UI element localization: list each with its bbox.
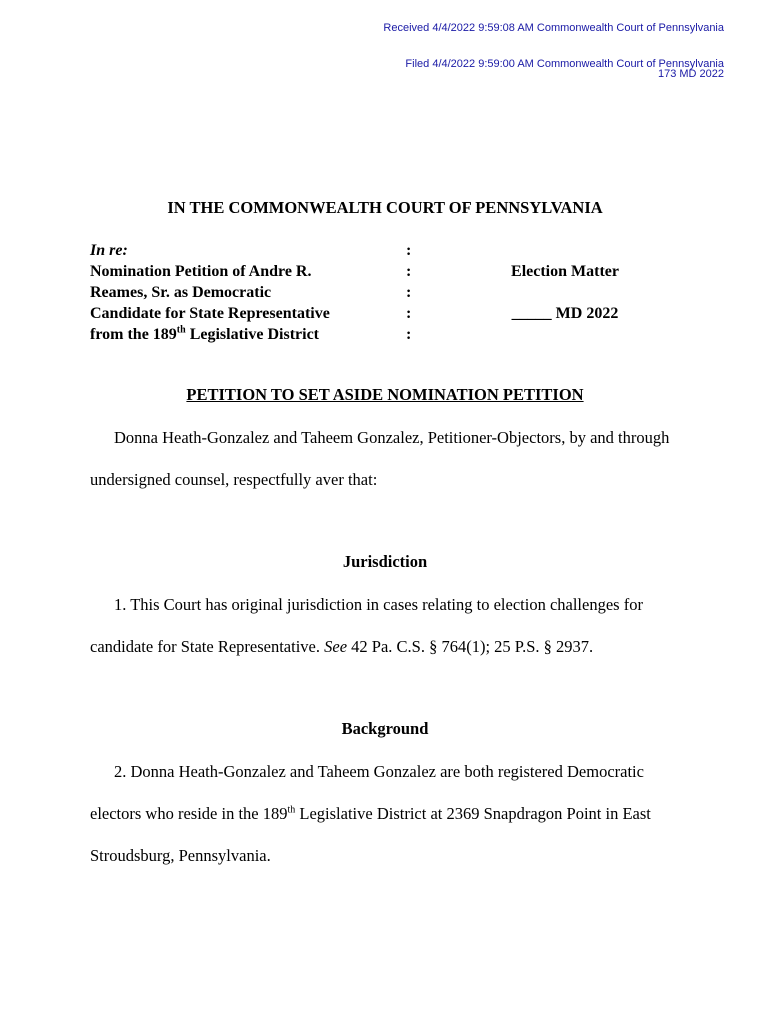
caption-line-4-tail: Legislative District — [185, 326, 319, 343]
caption-line-2: Reames, Sr. as Democratic — [90, 284, 272, 301]
election-matter-label: Election Matter — [511, 263, 619, 280]
colon: : — [406, 305, 412, 322]
docket-blank: _____ MD 2022 — [511, 305, 619, 322]
received-stamp: Received 4/4/2022 9:59:08 AM Commonwealth Court of Pennsylvania — [383, 22, 724, 34]
court-title: IN THE COMMONWEALTH COURT OF PENNSYLVANIA — [167, 198, 603, 217]
colon: : — [406, 263, 412, 280]
background-text: 2. Donna Heath-Gonzalez and Taheem Gonzalez are both registered Democratic electors who reside in the 189 — [90, 762, 644, 823]
background-paragraph — [90, 751, 670, 877]
colon: : — [406, 242, 412, 259]
petition-title: PETITION TO SET ASIDE NOMINATION PETITION — [186, 385, 584, 404]
caption-line-4-text: from the 189 — [90, 326, 177, 343]
caption-parties — [90, 240, 380, 345]
jurisdiction-citation: 42 Pa. C.S. § 764(1); 25 P.S. § 2937. — [347, 637, 594, 656]
caption-colons — [406, 240, 416, 345]
filed-stamp: Filed 4/4/2022 9:59:00 AM Commonwealth Court of Pennsylvania — [405, 58, 724, 70]
caption-line-4 — [90, 324, 380, 345]
jurisdiction-paragraph — [90, 584, 670, 668]
background-sup: th — [287, 804, 296, 816]
background-heading: Background — [341, 719, 429, 738]
caption-in-re: In re: — [90, 242, 128, 259]
jurisdiction-heading: Jurisdiction — [342, 552, 428, 571]
docket-number-stamp: 173 MD 2022 — [657, 68, 724, 80]
caption-line-4-sup: th — [176, 324, 186, 336]
case-caption — [90, 240, 690, 350]
background-text-tail: Legislative District at 2369 Snapdragon Point in East Stroudsburg, Pennsylvania. — [90, 804, 651, 865]
caption-matter — [480, 240, 650, 324]
jurisdiction-text: 1. This Court has original jurisdiction in cases relating to election challenges for candidate for State Representative. — [90, 595, 643, 656]
colon: : — [406, 326, 412, 343]
colon: : — [406, 284, 412, 301]
intro-paragraph: Donna Heath-Gonzalez and Taheem Gonzalez, Petitioner-Objectors, by and through undersigned counsel, respectfully aver that: — [90, 428, 670, 489]
caption-line-1: Nomination Petition of Andre R. — [90, 263, 312, 280]
see-signal: See — [324, 637, 348, 656]
caption-line-3: Candidate for State Representative — [90, 305, 330, 322]
